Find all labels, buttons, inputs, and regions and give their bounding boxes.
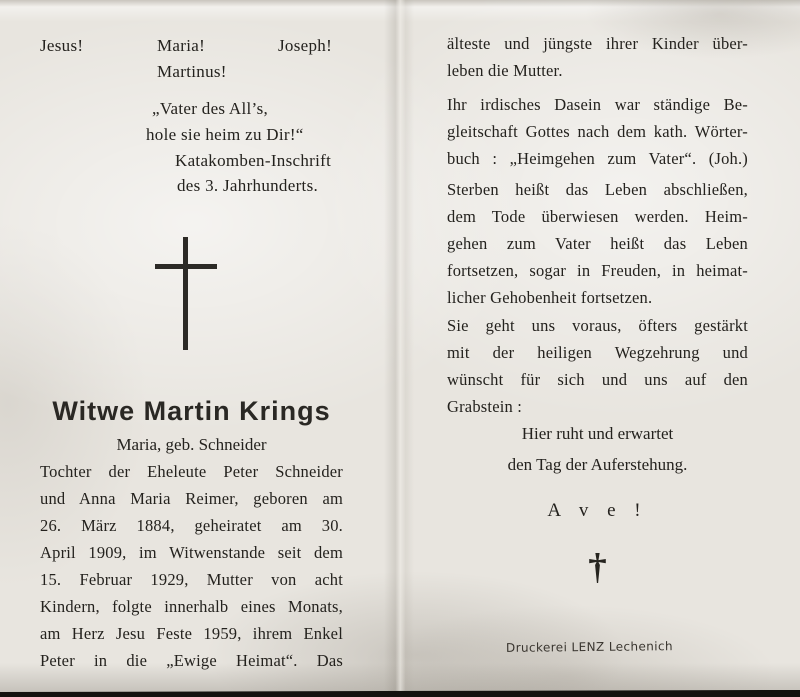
- paragraph-3: [447, 176, 748, 311]
- biography-line: Peter in die „Ewige Heimat“. Das: [40, 651, 343, 670]
- left-biography-paragraph: [40, 458, 343, 674]
- quote-attribution-1: Katakomben-Inschrift: [175, 151, 332, 170]
- epitaph-line-1: Hier ruht und erwartet: [521, 424, 674, 443]
- center-fold: [384, 0, 414, 697]
- invocation-jesus: Jesus!: [40, 36, 84, 55]
- biography-line: und Anna Maria Reimer, geboren am: [40, 489, 343, 508]
- biography-line: Kindern, folgte innerhalb eines Monats,: [40, 597, 343, 616]
- paragraph-line: Grabstein :: [447, 397, 523, 416]
- invocation-maria: Maria!: [157, 36, 206, 55]
- latin-cross-icon: [155, 237, 217, 350]
- paragraph-line: mit der heiligen Wegzehrung und: [447, 343, 748, 362]
- paragraph-1: [447, 30, 748, 84]
- invocation-joseph: Joseph!: [278, 36, 333, 55]
- quote-line-2: hole sie heim zu Dir!“: [146, 125, 304, 144]
- biography-line: 15. Februar 1929, Mutter von acht: [40, 570, 343, 589]
- dagger-cross-icon: †: [588, 547, 607, 588]
- biography-line: Tochter der Eheleute Peter Schneider: [40, 462, 343, 481]
- paragraph-line: Sie geht uns voraus, öfters gestärkt: [447, 316, 748, 335]
- paragraph-line: gleitschaft Gottes nach dem kath. Wörter-: [447, 122, 748, 141]
- paragraph-line: licher Gehobenheit fortsetzen.: [447, 288, 653, 307]
- cross-horizontal-bar: [155, 264, 217, 269]
- page-right: [447, 0, 748, 697]
- printer-imprint: Druckerei LENZ Lechenich: [505, 639, 674, 655]
- paragraph-line: Sterben heißt das Leben abschließen,: [447, 180, 748, 199]
- paragraph-line: Ihr irdisches Dasein war ständige Be-: [447, 95, 748, 114]
- biography-line: April 1909, im Witwenstande seit dem: [40, 543, 343, 562]
- ave-exclamation: A v e !: [547, 500, 648, 521]
- scan-bottom-edge: [0, 690, 800, 697]
- paragraph-line: wünscht für sich und uns auf den: [447, 370, 748, 389]
- cross-vertical-bar: [183, 237, 188, 350]
- quote-attribution-2: des 3. Jahrhunderts.: [177, 176, 319, 195]
- biography-line: am Herz Jesu Feste 1959, ihrem Enkel: [40, 624, 343, 643]
- paragraph-line: leben die Mutter.: [447, 61, 563, 80]
- paragraph-line: fortsetzen, sogar in Freuden, in heimat-: [447, 261, 748, 280]
- deceased-name: Witwe Martin Krings: [52, 396, 331, 426]
- invocation-martinus: Martinus!: [157, 62, 227, 81]
- epitaph-line-2: den Tag der Auferstehung.: [507, 455, 688, 474]
- paragraph-2: [447, 91, 748, 172]
- page-left: [40, 0, 343, 697]
- quote-line-1: „Vater des All’s,: [152, 99, 269, 118]
- paragraph-line: älteste und jüngste ihrer Kinder über-: [447, 34, 748, 53]
- paragraph-4: [447, 312, 748, 420]
- paragraph-line: buch : „Heimgehen zum Vater“. (Joh.): [447, 149, 748, 168]
- paragraph-line: gehen zum Vater heißt das Leben: [447, 234, 748, 253]
- biography-line: 26. März 1884, geheiratet am 30.: [40, 516, 343, 535]
- paragraph-line: dem Tode überwiesen werden. Heim-: [447, 207, 748, 226]
- maiden-name: Maria, geb. Schneider: [116, 435, 267, 454]
